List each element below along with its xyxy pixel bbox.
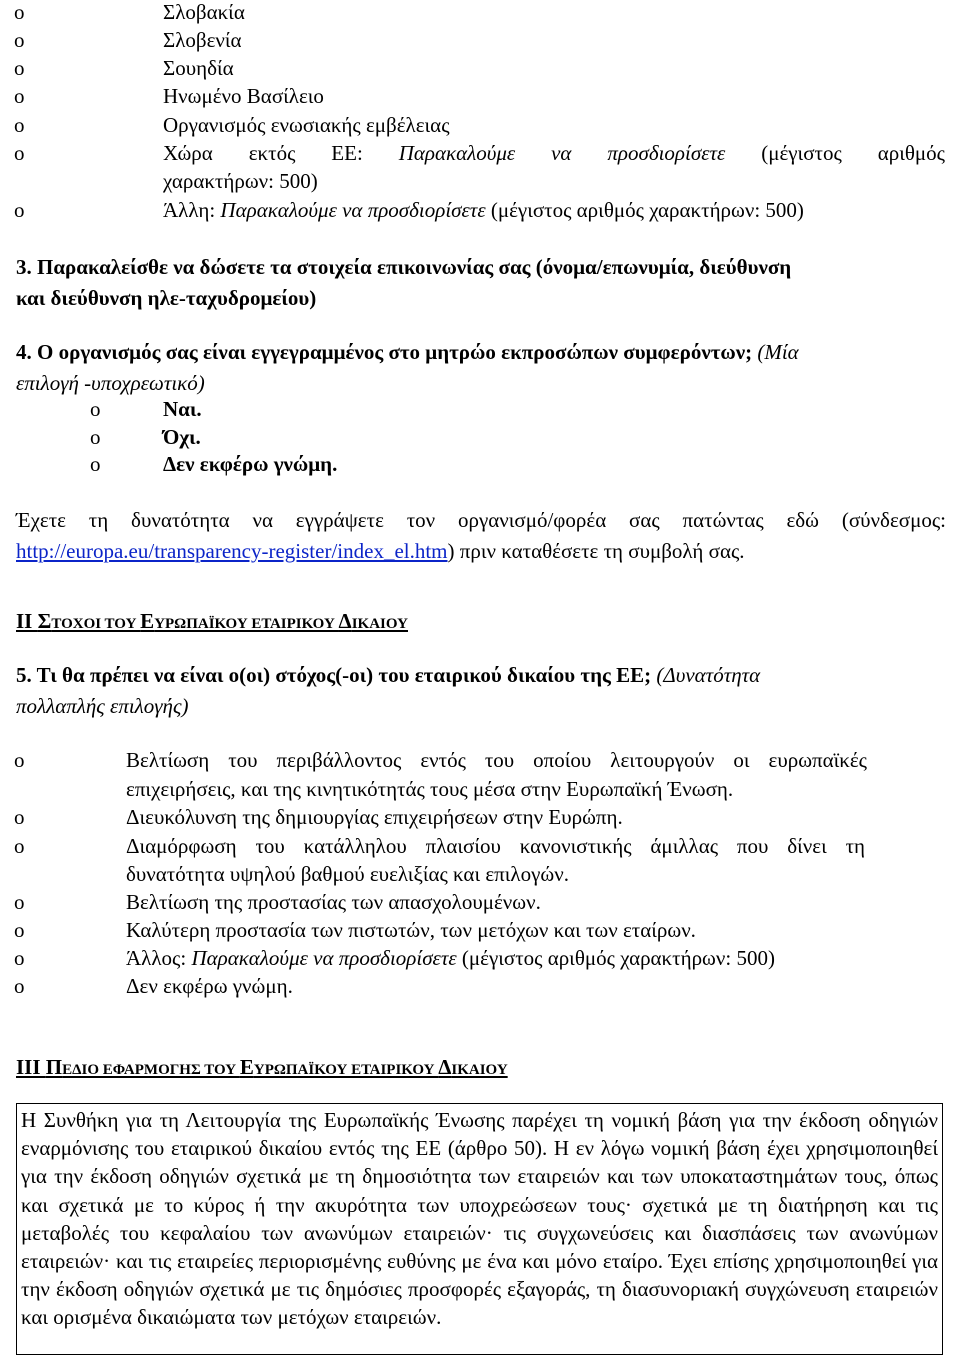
bullet-marker: o — [14, 918, 25, 942]
bullet-marker: o — [14, 890, 25, 914]
transparency-register-link[interactable]: http://europa.eu/transparency-register/index_el.htm — [16, 539, 448, 563]
question-4: 4. Ο οργανισμός σας είναι εγγεγραμμένος στο μητρώο εκπροσώπων συμφερόντων; (Μία επιλογή -υποχρεωτικό) — [16, 340, 799, 395]
section-2-heading: II ΣΤΟΧΟΙ ΤΟΥ ΕΥΡΩΠΑΪΚΟΥ ΕΤΑΙΡΙΚΟΥ ΔΙΚΑΙΟΥ — [16, 609, 408, 633]
bullet-marker: o — [14, 974, 25, 998]
objective-option[interactable]: o Βελτίωση του περιβάλλοντος εντός του οποίου λειτουργούν οι ευρωπαϊκές επιχειρήσεις, και της κινητικότητάς τους μέσα στην Ευρωπαϊκή Ένωση. — [14, 748, 867, 801]
objective-option-no-opinion[interactable]: o Δεν εκφέρω γνώμη. — [14, 974, 293, 998]
list-item-non-eu-country — [0, 139, 960, 195]
list-item — [0, 54, 960, 82]
question-5: 5. Τι θα πρέπει να είναι ο(οι) στόχος(-οι) του εταιρικού δικαίου της ΕΕ; (Δυνατότητα πολλαπλής επιλογής) — [16, 663, 761, 718]
objective-option[interactable]: o Διευκόλυνση της δημιουργίας επιχειρήσεων στην Ευρώπη. — [14, 805, 623, 829]
bullet-marker: o — [14, 198, 25, 222]
list-item-text: Σουηδία — [163, 56, 234, 80]
bullet-marker: o — [14, 946, 25, 970]
scope-info-text: Η Συνθήκη για τη Λειτουργία της Ευρωπαϊκής Ένωσης παρέχει τη νομική βάση για την έκδοση οδηγιών εναρμόνισης του εταιρικού δικαίου εντός της ΕΕ (άρθρο 50). Η εν λόγω νομική βάση έχει χρησιμοποιηθεί για την έκδοση οδηγιών σχετικά με τη δημοσιότητα των εταιρειών και των υποκαταστημάτων τους, όπως και σχετικά με το κύρος ή την ακυρότητα των υποχρεώσεων τους· σχετικά με τη διατήρηση και τις μεταβολές του κεφαλαίου των ανωνύμων εταιρειών· τις συγχωνεύσεις και διασπάσεις των ανωνύμων εταιρειών· και τις εταιρείες περιορισμένης ευθύνης με ένα και μόνο εταίρο. Έχει επίσης χρησιμοποιηθεί για την έκδοση οδηγιών σχετικά με τις δημόσιες προσφορές εξαγοράς, τη διασυνοριακή συγχώνευση εταιρειών και ορισμένα δικαιώματα των μετόχων εταιρειών. — [21, 1108, 938, 1330]
list-item — [0, 111, 960, 139]
list-item — [0, 82, 960, 110]
bullet-marker: o — [14, 805, 25, 829]
question-3: 3. Παρακαλείσθε να δώσετε τα στοιχεία επικοινωνίας σας (όνομα/επωνυμία, διεύθυνση και διεύθυνση ηλε-ταχυδρομείου) — [16, 255, 792, 310]
objective-option-other[interactable]: o Άλλος: Παρακαλούμε να προσδιορίσετε (μέγιστος αριθμός χαρακτήρων: 500) — [14, 946, 775, 970]
bullet-marker: o — [14, 84, 25, 108]
bullet-marker: o — [90, 452, 101, 476]
bullet-marker: o — [14, 141, 25, 165]
bullet-marker: o — [14, 113, 25, 137]
bullet-marker: o — [14, 748, 25, 772]
objective-option[interactable]: o Διαμόρφωση του κατάλληλου πλαισίου κανονιστικής άμιλλας που δίνει τη δυνατότητα υψηλού βαθμού ευελιξίας και επιλογών. — [14, 834, 865, 886]
option-no-opinion[interactable]: o Δεν εκφέρω γνώμη. — [90, 452, 338, 476]
option-yes[interactable]: o Ναι. — [90, 397, 202, 421]
section-3-heading: III ΠΕΔΙΟ ΕΦΑΡΜΟΓΗΣ ΤΟΥ ΕΥΡΩΠΑΪΚΟΥ ΕΤΑΙΡΙΚΟΥ ΔΙΚΑΙΟΥ — [16, 1055, 508, 1079]
scope-info-box — [16, 1103, 943, 1355]
list-item-text: Σλοβενία — [163, 28, 242, 52]
bullet-marker: o — [14, 834, 25, 858]
list-item-text: Άλλη: Παρακαλούμε να προσδιορίσετε (μέγιστος αριθμός χαρακτήρων: 500) — [163, 198, 804, 222]
register-note: Έχετε τη δυνατότητα να εγγράψετε τον οργανισμό/φορέα σας πατώντας εδώ (σύνδεσμος: http://europa.eu/transparency-register/index_el.htm) πριν καταθέσετε τη συμβολή σας. — [16, 508, 946, 563]
list-item-text-cont: χαρακτήρων: 500) — [163, 169, 318, 193]
bullet-marker: o — [14, 28, 25, 52]
bullet-marker: o — [90, 425, 101, 449]
objective-option[interactable]: o Καλύτερη προστασία των πιστωτών, των μετόχων και των εταίρων. — [14, 918, 696, 942]
list-item-text: Οργανισμός ενωσιακής εμβέλειας — [163, 113, 450, 137]
list-item — [0, 0, 960, 26]
list-item-text: Σλοβακία — [163, 0, 245, 24]
list-item-text: Ηνωμένο Βασίλειο — [163, 84, 324, 108]
list-item-other — [0, 196, 960, 224]
bullet-marker: o — [90, 397, 101, 421]
list-item — [0, 26, 960, 54]
list-item-text: Χώρα εκτός ΕΕ: Παρακαλούμε να προσδιορίσετε (μέγιστος αριθμός — [163, 141, 945, 165]
objective-option[interactable]: o Βελτίωση της προστασίας των απασχολουμένων. — [14, 890, 541, 914]
bullet-marker: o — [14, 0, 25, 24]
option-no[interactable]: o Όχι. — [90, 425, 201, 449]
bullet-marker: o — [14, 56, 25, 80]
